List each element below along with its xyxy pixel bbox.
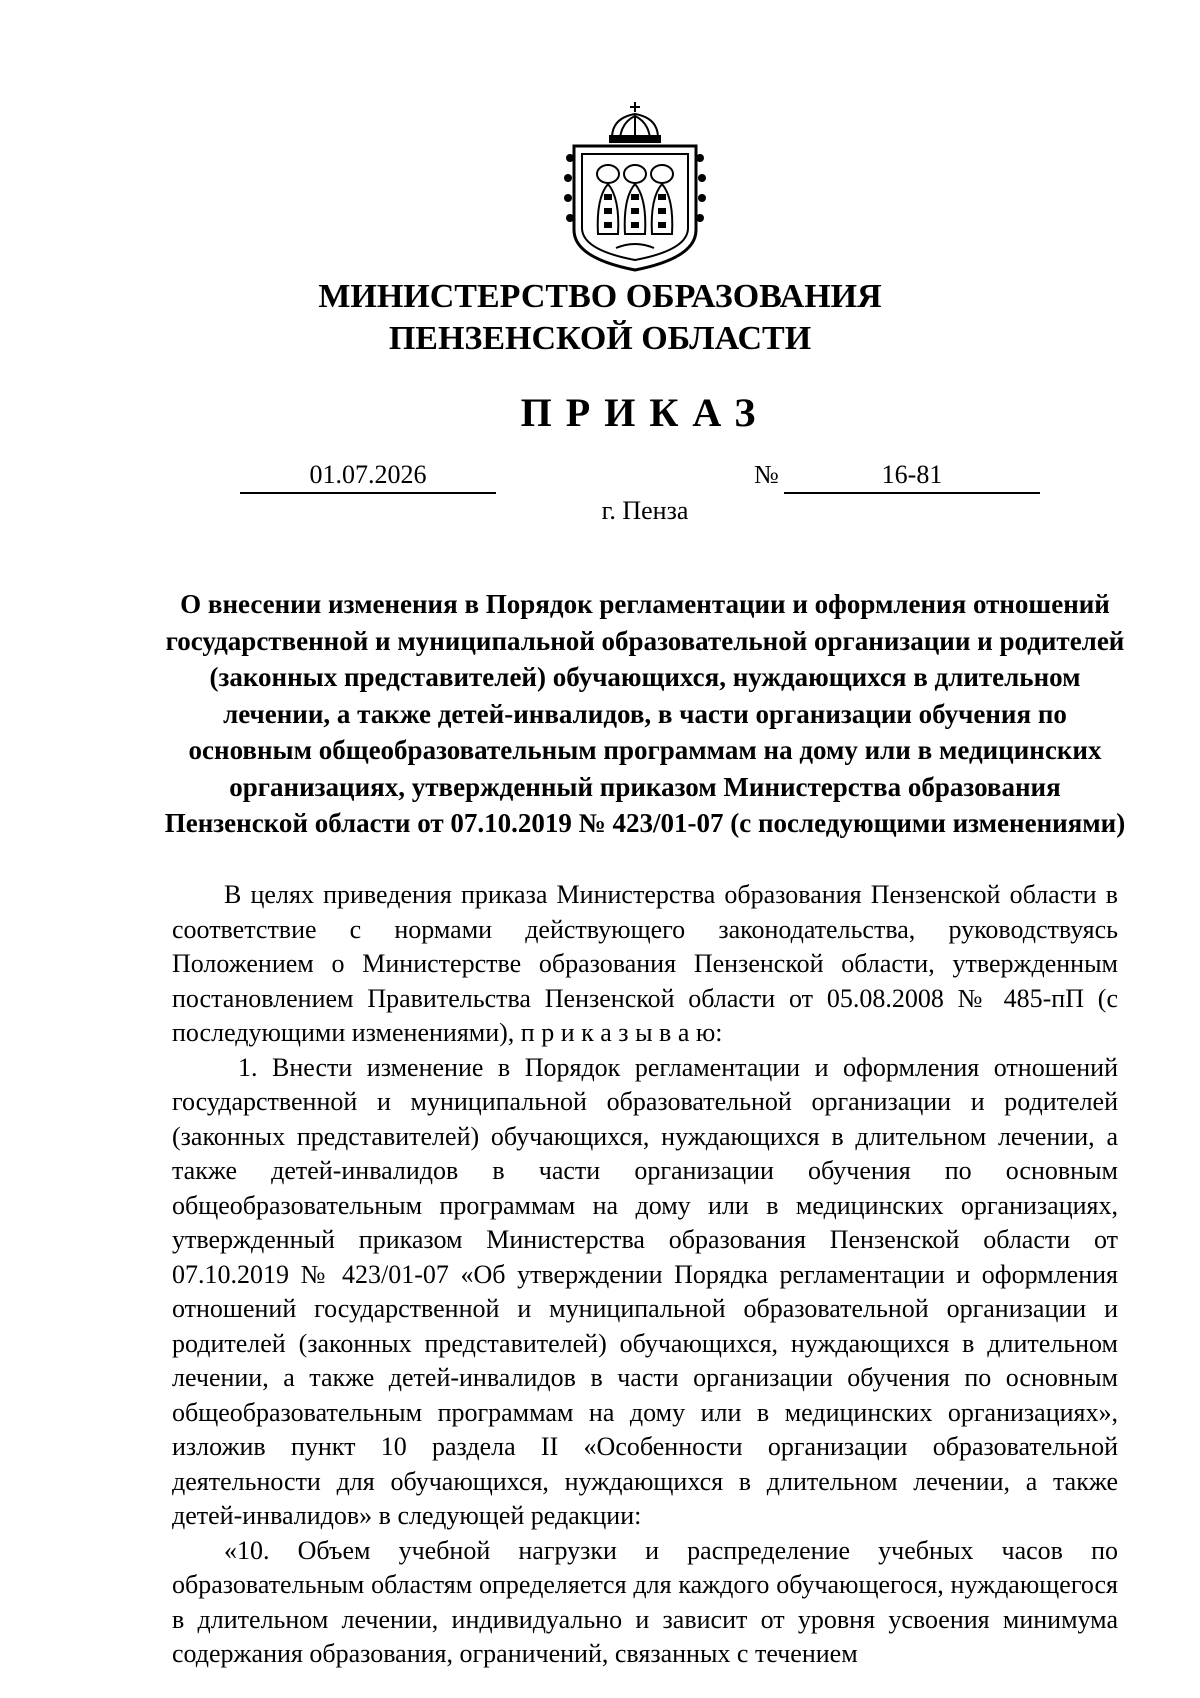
order-city: г. Пенза (601, 496, 689, 525)
order-subject-title: О внесении изменения в Порядок регламентации и оформления отношений государственной и муниципальной образовательной организации и родителей (законных представителей) обучающихся, нуждающихся в длительном лечении, а также детей-инвалидов, в части организации обучения по основным общеобразовательным программам на дому или в медицинских организациях, утвержденный приказом Министерства образования Пензенской области от 07.10.2019 № 423/01-07 (с последующими изменениями) (164, 589, 1126, 838)
coat-of-arms-emblem (560, 98, 710, 276)
body-paragraph-item-1: 1. Внести изменение в Порядок регламентации и оформления отношений государственной и муниципальной образовательной организации и родителей (законных представителей) обучающихся, нуждающихся в длительном лечении, а также детей-инвалидов в части организации обучения по основным общеобразовательным программам на дому или в медицинских организациях, утвержденный приказом Министерства образования Пензенской области от 07.10.2019 № 423/01-07 «Об утверждении Порядка регламентации и оформления отношений государственной и муниципальной образовательной организации и родителей (законных представителей) обучающихся, нуждающихся в длительном лечении, а также детей-инвалидов в части организации обучения по основным общеобразовательным программам на дому или в медицинских организациях», изложив пункт 10 раздела II «Особенности организации образовательной деятельности для обучающихся, нуждающихся в длительном лечении, а также детей-инвалидов» в следующей редакции: (172, 1052, 1118, 1530)
order-body (172, 878, 1118, 1672)
document-type-heading: ПРИКАЗ (520, 390, 770, 435)
ministry-name-line-2: ПЕНЗЕНСКОЙ ОБЛАСТИ (388, 320, 812, 357)
ministry-name-line-1: МИНИСТЕРСТВО ОБРАЗОВАНИЯ (318, 278, 882, 315)
body-paragraph-quoted-item-10: «10. Объем учебной нагрузки и распределение учебных часов по образовательным областям определяется для каждого обучающегося, нуждающегося в длительном лечении, индивидуально и зависит от уровня усвоения минимума содержания образования, ограничений, связанных с течением (172, 1535, 1118, 1668)
ministry-name (0, 276, 1200, 360)
order-number-sign: № (754, 460, 779, 489)
body-paragraph-preamble: В целях приведения приказа Министерства образования Пензенской области в соответствие с нормами действующего законодательства, руководствуясь Положением о Министерстве образования Пензенской области, утвержденным постановлением Правительства Пензенской области от 05.08.2008 № 485-пП (с последующими изменениями), п р и к а з ы в а ю: (172, 880, 1118, 1047)
order-date: 01.07.2026 (240, 458, 496, 494)
order-number: 16-81 (784, 458, 1040, 494)
